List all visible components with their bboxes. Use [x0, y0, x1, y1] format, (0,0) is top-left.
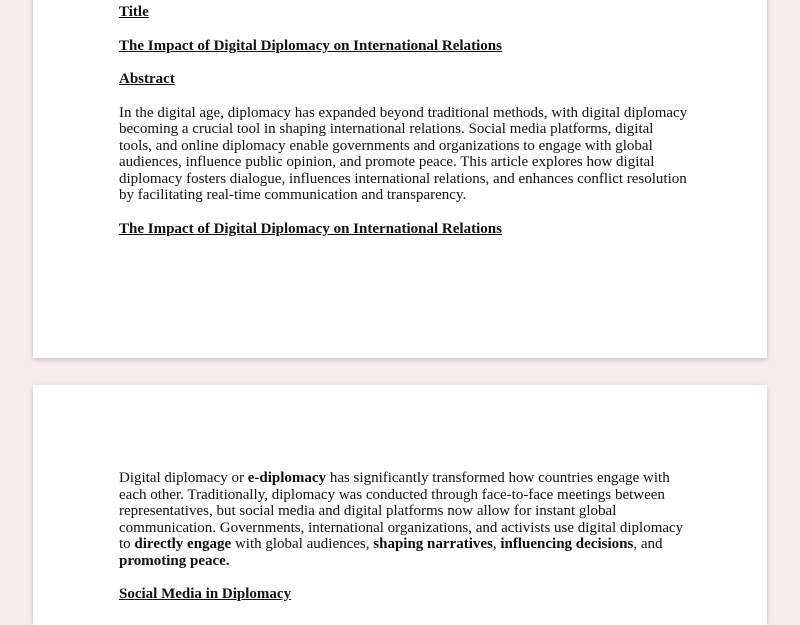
intro-bold-e-diplomacy: e-diplomacy [247, 470, 327, 486]
intro-text-1: Digital diplomacy or [119, 470, 248, 486]
document-page-1 [33, 0, 767, 358]
document-page-2 [33, 385, 767, 625]
abstract-heading: Abstract [119, 71, 175, 87]
page-2-content [119, 470, 689, 620]
intro-bold-shaping-narratives: shaping narratives [373, 536, 493, 552]
section-heading-impact: The Impact of Digital Diplomacy on International Relations [119, 220, 502, 237]
intro-text-2: has significantly transformed how countries engage with each other. Traditionally, diplomacy was conducted through face-to-face meetings between representatives, but social media and digital platforms now allow for instant global communication. Governments, international organizations, and activists use digital diplomacy to [119, 470, 684, 552]
title-label: Title [119, 4, 149, 20]
abstract-paragraph: In the digital age, diplomacy has expanded beyond traditional methods, with digital diplomacy becoming a crucial tool in shaping international relations. Social media platforms, digital tools, and online diplomacy enable governments and organizations to engage with global audiences, influence public opinion, and promote peace. This article explores how digital diplomacy fosters dialogue, influences international relations, and enhances conflict resolution by facilitating real-time communication and transparency. [119, 104, 688, 203]
intro-bold-influencing-decisions: influencing decisions [500, 536, 634, 552]
intro-text-3: with global audiences, [231, 536, 374, 552]
intro-bold-promoting-peace: promoting peace. [119, 552, 230, 569]
page-1-content [119, 4, 689, 254]
document-title: The Impact of Digital Diplomacy on International Relations [119, 37, 502, 54]
intro-paragraph [119, 470, 689, 569]
intro-bold-directly-engage: directly engage [134, 536, 232, 552]
intro-text-4: , [492, 536, 501, 552]
section-heading-social-media: Social Media in Diplomacy [119, 586, 292, 602]
intro-text-5: , and [633, 536, 663, 552]
